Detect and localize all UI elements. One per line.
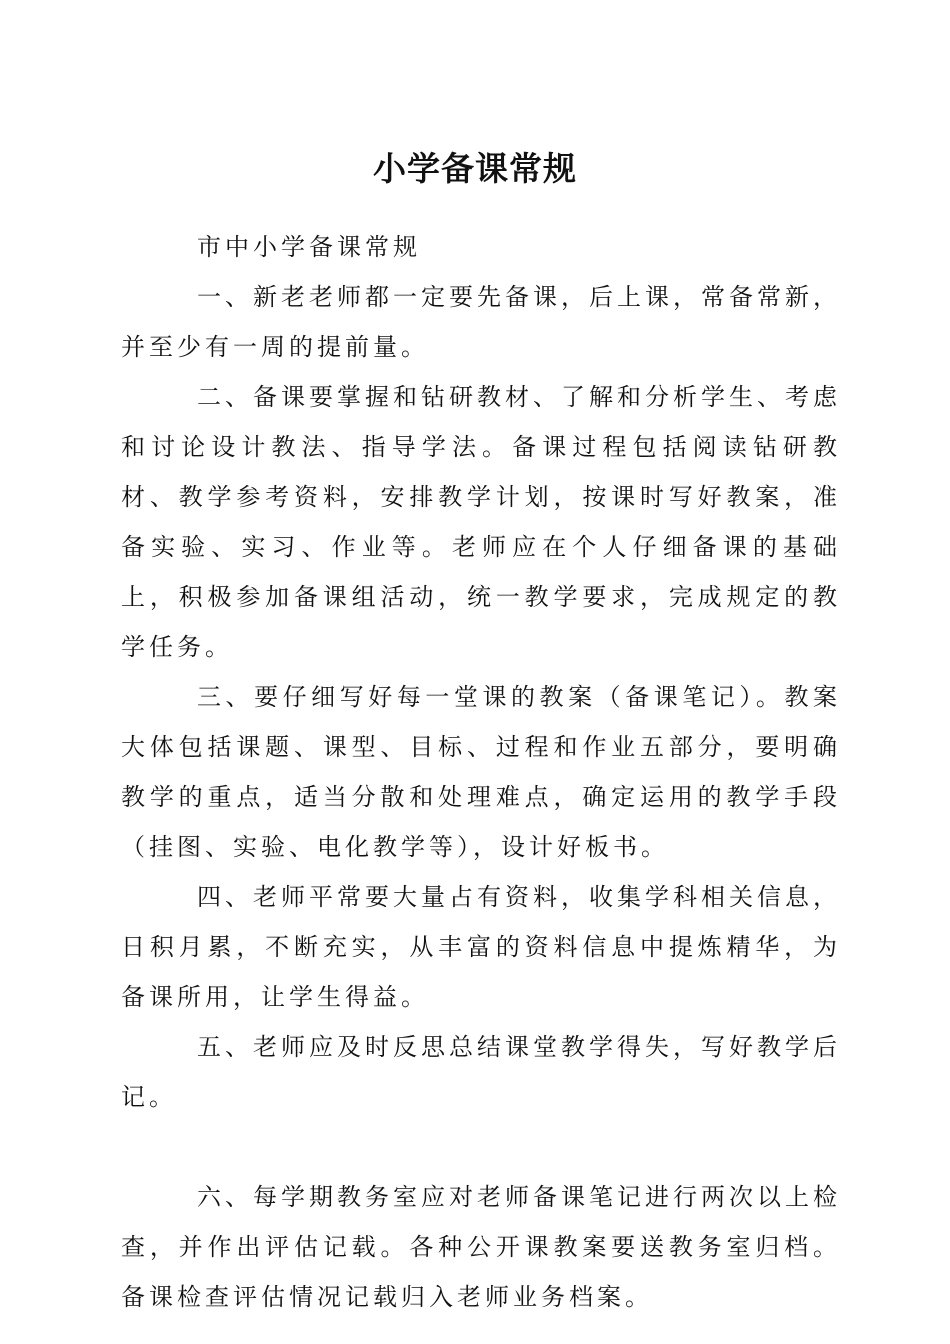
paragraph-spacer bbox=[121, 1122, 841, 1172]
paragraph-item-4: 四、老师平常要大量占有资料，收集学科相关信息，日积月累，不断充实，从丰富的资料信息中提炼精华，为备课所用，让学生得益。 bbox=[121, 883, 841, 1011]
paragraph-item-5: 五、老师应及时反思总结课堂教学得失，写好教学后记。 bbox=[121, 1033, 841, 1111]
paragraph-item-6: 六、每学期教务室应对老师备课笔记进行两次以上检查，并作出评估记载。各种公开课教案要送教务室归档。备课检查评估情况记载归入老师业务档案。 bbox=[121, 1183, 841, 1311]
paragraph-item-3: 三、要仔细写好每一堂课的教案（备课笔记）。教案大体包括课题、课型、目标、过程和作业五部分，要明确教学的重点，适当分散和处理难点，确定运用的教学手段（挂图、实验、电化教学等），设计好板书。 bbox=[121, 683, 841, 861]
paragraph-item-2: 二、备课要掌握和钻研教材、了解和分析学生、考虑和讨论设计教法、指导学法。备课过程包括阅读钻研教材、教学参考资料，安排教学计划，按课时写好教案，准备实验、实习、作业等。老师应在个人仔细备课的基础上，积极参加备课组活动，统一教学要求，完成规定的教学任务。 bbox=[121, 383, 841, 661]
document-body bbox=[121, 222, 841, 1322]
paragraph-item-1: 一、新老老师都一定要先备课，后上课，常备常新，并至少有一周的提前量。 bbox=[121, 283, 841, 361]
document-title: 小学备课常规 bbox=[373, 149, 577, 188]
paragraph-intro: 市中小学备课常规 bbox=[197, 233, 421, 261]
